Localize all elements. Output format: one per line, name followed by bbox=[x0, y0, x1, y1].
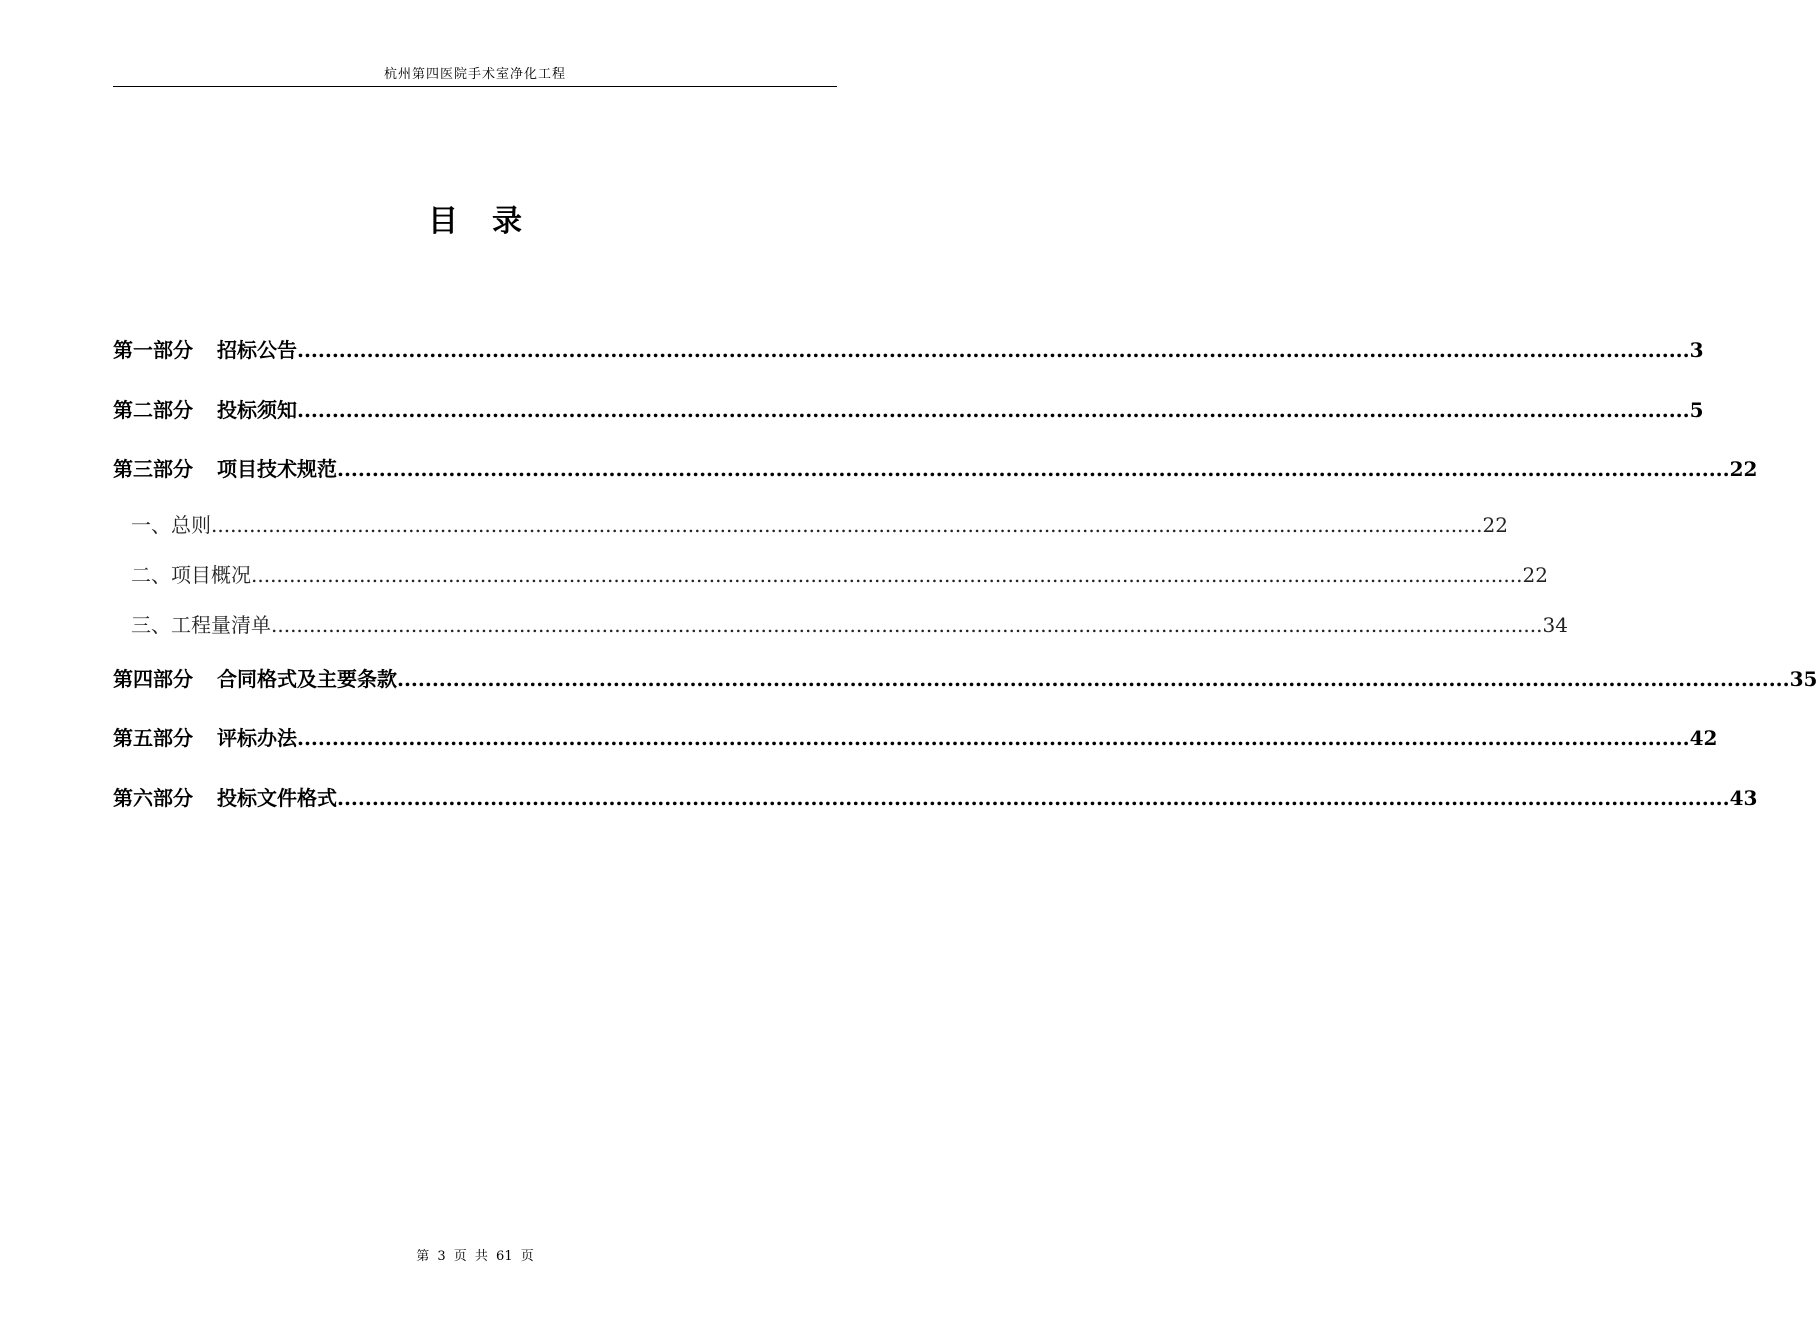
toc-entry-title: 项目技术规范 bbox=[217, 457, 337, 481]
toc-entry-part-3[interactable] bbox=[113, 445, 1758, 505]
toc-leader-dots: ........................................................................................................................................................................................................ bbox=[211, 512, 1483, 537]
toc-entry-title: 一、总则 bbox=[131, 512, 211, 537]
toc-leader-dots: ........................................................................................................................................................................................................ bbox=[297, 397, 1690, 422]
toc-entry-part-1[interactable] bbox=[113, 326, 1704, 386]
toc-entry-label bbox=[113, 655, 397, 703]
toc-entry-title: 三、工程量清单 bbox=[131, 612, 271, 637]
page-number: 第 3 页 共 61 页 bbox=[416, 1249, 534, 1264]
page-footer bbox=[0, 1248, 950, 1266]
toc-entry-label bbox=[113, 714, 297, 762]
toc-entry-label bbox=[113, 445, 337, 493]
toc-leader-dots: ........................................................................................................................................................................................................ bbox=[397, 666, 1790, 691]
toc-entry-bill-of-quantities[interactable] bbox=[113, 605, 1568, 655]
toc-title: 目录 bbox=[428, 204, 556, 239]
toc-leader-dots: ........................................................................................................................................................................................................ bbox=[271, 612, 1543, 637]
toc-leader-dots: ........................................................................................................................................................................................................ bbox=[297, 338, 1690, 362]
toc-entry-page: 22 bbox=[1729, 457, 1758, 481]
toc-entry-page: 34 bbox=[1542, 612, 1568, 637]
toc-entry-page: 43 bbox=[1729, 785, 1758, 810]
toc-entry-general[interactable] bbox=[113, 505, 1508, 555]
toc-entry-title: 投标须知 bbox=[217, 397, 297, 422]
toc-entry-part: 第三部分 bbox=[113, 457, 193, 481]
toc-entry-part: 第四部分 bbox=[113, 666, 193, 691]
toc-entry-part: 第二部分 bbox=[113, 397, 193, 422]
toc-entry-part-2[interactable] bbox=[113, 386, 1704, 446]
toc-entry-title: 投标文件格式 bbox=[217, 785, 337, 810]
toc-entry-title: 评标办法 bbox=[217, 726, 297, 750]
toc-entry-page: 5 bbox=[1689, 397, 1704, 422]
toc-entry-label bbox=[113, 326, 297, 374]
toc-entry-part-5[interactable] bbox=[113, 714, 1718, 774]
toc-entry-page: 3 bbox=[1689, 338, 1704, 362]
toc-entry-part-4[interactable] bbox=[113, 655, 1817, 715]
table-of-contents bbox=[113, 326, 1817, 833]
toc-entry-part: 第六部分 bbox=[113, 785, 193, 810]
toc-entry-label bbox=[113, 386, 297, 434]
header-title: 杭州第四医院手术室净化工程 bbox=[383, 67, 566, 82]
toc-leader-dots: ........................................................................................................................................................................................................ bbox=[297, 726, 1690, 750]
toc-entry-part: 第一部分 bbox=[113, 338, 193, 362]
toc-entry-label bbox=[113, 774, 337, 822]
toc-entry-title: 二、项目概况 bbox=[131, 562, 251, 587]
toc-entry-project-overview[interactable] bbox=[113, 555, 1548, 605]
toc-entry-page: 42 bbox=[1689, 726, 1718, 750]
toc-entry-title: 合同格式及主要条款 bbox=[217, 666, 397, 691]
toc-entry-title: 招标公告 bbox=[217, 338, 297, 362]
toc-entry-part: 第五部分 bbox=[113, 726, 193, 750]
toc-leader-dots: ........................................................................................................................................................................................................ bbox=[337, 785, 1730, 810]
toc-entry-page: 35 bbox=[1789, 666, 1817, 691]
toc-leader-dots: ........................................................................................................................................................................................................ bbox=[337, 457, 1730, 481]
page-header bbox=[113, 66, 837, 87]
toc-leader-dots: ........................................................................................................................................................................................................ bbox=[251, 562, 1523, 587]
toc-entry-page: 22 bbox=[1482, 512, 1508, 537]
toc-entry-page: 22 bbox=[1522, 562, 1548, 587]
toc-entry-part-6[interactable] bbox=[113, 774, 1758, 834]
